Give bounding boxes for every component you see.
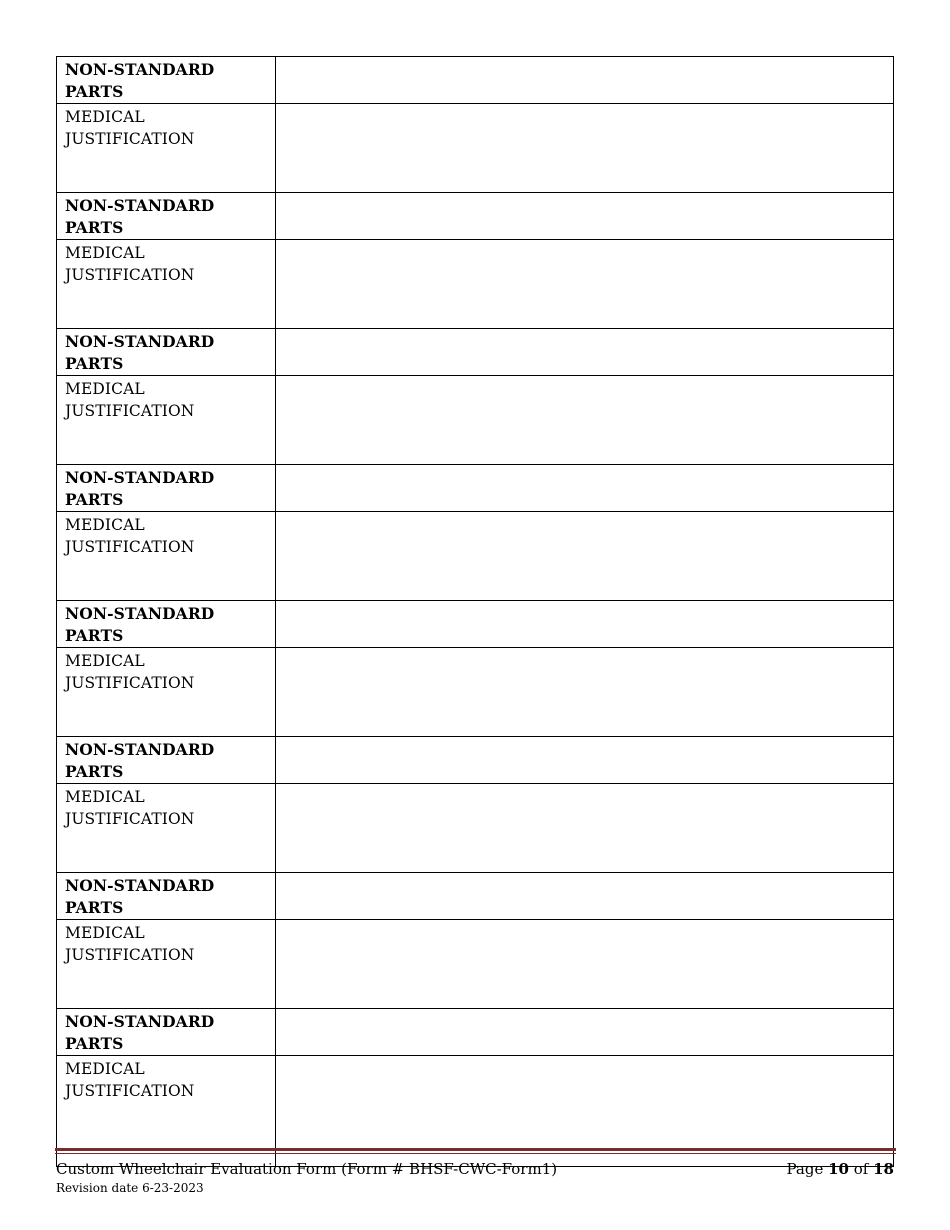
current-page: 10 [828, 1160, 849, 1178]
medical-justification-label-cell [57, 648, 276, 737]
non-standard-parts-field[interactable] [276, 601, 894, 648]
parts-row [57, 465, 894, 512]
justification-row [57, 920, 894, 1009]
non-standard-parts-label: NON-STANDARD PARTS [65, 468, 215, 509]
page-prefix: Page [786, 1160, 829, 1178]
parts-row [57, 601, 894, 648]
non-standard-parts-label: NON-STANDARD PARTS [65, 1012, 215, 1053]
non-standard-parts-field[interactable] [276, 737, 894, 784]
justification-row [57, 240, 894, 329]
page-of: of [849, 1160, 874, 1178]
justification-row [57, 104, 894, 193]
non-standard-parts-field[interactable] [276, 873, 894, 920]
medical-justification-label: MEDICAL JUSTIFICATION [65, 516, 195, 556]
medical-justification-field[interactable] [276, 784, 894, 873]
non-standard-parts-label-cell [57, 1009, 276, 1056]
medical-justification-field[interactable] [276, 104, 894, 193]
medical-justification-label: MEDICAL JUSTIFICATION [65, 924, 195, 964]
medical-justification-label-cell [57, 512, 276, 601]
medical-justification-label-cell [57, 376, 276, 465]
parts-row [57, 329, 894, 376]
non-standard-parts-label: NON-STANDARD PARTS [65, 60, 215, 101]
parts-row [57, 737, 894, 784]
non-standard-parts-label-cell [57, 329, 276, 376]
total-pages: 18 [873, 1160, 894, 1178]
footer-form-title: Custom Wheelchair Evaluation Form (Form # BHSF-CWC-Form1) [56, 1160, 558, 1178]
medical-justification-field[interactable] [276, 512, 894, 601]
medical-justification-label: MEDICAL JUSTIFICATION [65, 380, 195, 420]
justification-row [57, 648, 894, 737]
parts-row [57, 1009, 894, 1056]
parts-row [57, 193, 894, 240]
non-standard-parts-label: NON-STANDARD PARTS [65, 332, 215, 373]
non-standard-parts-label-cell [57, 57, 276, 104]
non-standard-parts-label: NON-STANDARD PARTS [65, 196, 215, 237]
non-standard-parts-label-cell [57, 873, 276, 920]
medical-justification-label: MEDICAL JUSTIFICATION [65, 652, 195, 692]
table-body [57, 57, 894, 1167]
medical-justification-label: MEDICAL JUSTIFICATION [65, 1060, 195, 1100]
justification-row [57, 784, 894, 873]
medical-justification-label: MEDICAL JUSTIFICATION [65, 244, 195, 284]
medical-justification-label-cell [57, 104, 276, 193]
non-standard-parts-label-cell [57, 465, 276, 512]
medical-justification-field[interactable] [276, 648, 894, 737]
non-standard-parts-label-cell [57, 737, 276, 784]
footer-rule-thin [55, 1153, 896, 1154]
non-standard-parts-field[interactable] [276, 57, 894, 104]
non-standard-parts-label: NON-STANDARD PARTS [65, 740, 215, 781]
medical-justification-field[interactable] [276, 240, 894, 329]
non-standard-parts-label: NON-STANDARD PARTS [65, 604, 215, 645]
non-standard-parts-label-cell [57, 601, 276, 648]
medical-justification-label-cell [57, 920, 276, 1009]
non-standard-parts-table [56, 56, 894, 1167]
non-standard-parts-field[interactable] [276, 193, 894, 240]
non-standard-parts-label: NON-STANDARD PARTS [65, 876, 215, 917]
medical-justification-label: MEDICAL JUSTIFICATION [65, 108, 195, 148]
medical-justification-field[interactable] [276, 920, 894, 1009]
justification-row [57, 512, 894, 601]
non-standard-parts-field[interactable] [276, 329, 894, 376]
justification-row [57, 376, 894, 465]
parts-row [57, 57, 894, 104]
footer-rule-thick [55, 1148, 896, 1151]
footer-revision-date: Revision date 6-23-2023 [56, 1181, 204, 1195]
footer-page-number [787, 1160, 894, 1178]
non-standard-parts-field[interactable] [276, 1009, 894, 1056]
non-standard-parts-label-cell [57, 193, 276, 240]
non-standard-parts-field[interactable] [276, 465, 894, 512]
medical-justification-label: MEDICAL JUSTIFICATION [65, 788, 195, 828]
medical-justification-label-cell [57, 240, 276, 329]
medical-justification-label-cell [57, 784, 276, 873]
medical-justification-field[interactable] [276, 376, 894, 465]
parts-row [57, 873, 894, 920]
